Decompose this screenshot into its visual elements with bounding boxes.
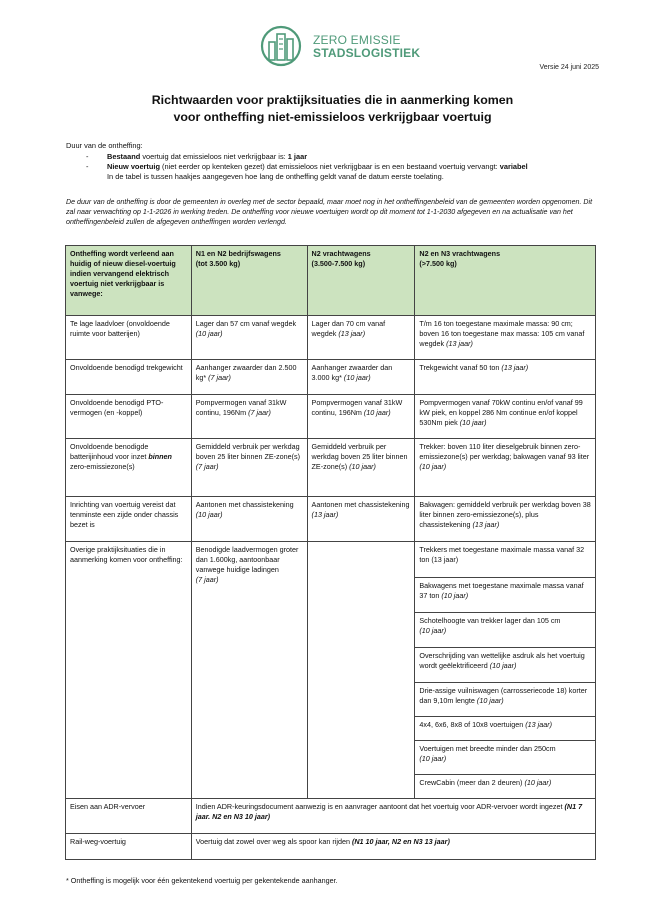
cell-text: Pompvermogen vanaf 31kW continu, 196Nm [195,398,287,417]
table-cell [415,316,596,360]
logo-text [313,34,420,60]
row-reason: Rail-weg-voertuig [66,834,192,860]
table-row [66,834,596,860]
cell-duration: (13 jaar) [338,329,366,338]
cell-text: Voertuig dat zowel over weg als spoor kan rijden [195,837,352,846]
cell-text: Aanhanger zwaarder dan 2.500 kg* [195,363,297,382]
cell-text: Bakwagens met toegestane maximale massa vanaf 37 ton [419,581,584,600]
cell-duration: (10 jaar) [343,373,371,382]
cell-text: Aanhanger zwaarder dan 3.000 kg* [311,363,393,382]
cell-duration: (10 jaar) [195,329,223,338]
table-cell [191,497,307,542]
table-cell [415,741,596,775]
cell-text: Voertuigen met breedte minder dan 250cm [419,744,556,753]
cell-duration: (N1 7 jaar. N2 en N3 10 jaar) [195,802,583,821]
cell-text: Overschrijding van wettelijke asdruk als het voertuig wordt geëlektrificeerd [419,651,585,670]
cell-duration: (10 jaar) [419,462,447,471]
header-n2 [307,246,415,316]
cell-text: Pompvermogen vanaf 70kW continu en/of vanaf 99 kW piek, en koppel 286 Nm continue en/of koppel 530Nm piek [419,398,583,427]
cell-duration: (10 jaar) [419,626,447,635]
logo [259,24,421,68]
cell-text: 4x4, 6x6, 8x8 of 10x8 voertuigen [419,720,526,729]
table-cell [307,316,415,360]
logo-line1: ZERO EMISSIE [313,33,401,47]
table-cell [191,439,307,497]
duration-item-existing [66,152,606,162]
cell-duration: (7 jaar) [195,462,219,471]
table-row [66,360,596,395]
table-cell [415,578,596,613]
table-row [66,439,596,497]
title-line1: Richtwaarden voor praktijksituaties die in aanmerking komen [151,93,514,107]
item-bold: Nieuw voertuig [107,162,160,171]
cell-text: CrewCabin (meer dan 2 deuren) [419,778,525,787]
cell-duration: (13 jaar) [525,720,553,729]
cell-text: Pompvermogen vanaf 31kW continu, 196Nm [311,398,403,417]
header-reason: Ontheffing wordt verleend aan huidig of nieuw diesel-voertuig indien vervangend elektrisch voertuig niet verkrijgbaar is vanwege: [66,246,192,316]
table-cell [415,497,596,542]
cell-duration: (10 jaar) [476,696,504,705]
table-row [66,316,596,360]
version-label: Versie 24 juni 2025 [539,64,599,71]
item-text: (niet eerder op kenteken gezet) dat emissieloos niet verkrijgbaar is en een bestaand voertuig vervangt: [159,162,500,171]
duration-section [66,141,606,182]
cell-text: Gemiddeld verbruik per werkdag boven 25 liter binnen ZE-zone(s) [311,442,408,471]
cell-duration: (10 jaar) [349,462,376,471]
header-text: N1 en N2 bedrijfswagens [195,249,281,258]
intro-paragraph: De duur van de ontheffing is door de gemeenten in overleg met de sector bepaald, maar moet nog in het ontheffingenbeleid van de gemeenten worden opgenomen. Dit zal naar verwachting op 1-1-2026 in werking treden. De ontheffing voor nieuwe voertuigen wordt op dit moment tot 1-1-2030 afgegeven en na actualisatie van het ontheffingenbeleid zullen de afgegeven ontheffingen worden verlengd. [66,198,593,226]
table-row [66,542,596,578]
table-cell [191,316,307,360]
list-dash: - [86,152,89,161]
table-cell [307,395,415,439]
header-n1n2 [191,246,307,316]
item-bold: Bestaand [107,152,141,161]
header-weight: (tot 3.500 kg) [195,259,241,268]
table-cell [415,683,596,717]
table-row [66,799,596,834]
cell-duration: (13 jaar) [472,520,500,529]
header-n2n3 [415,246,596,316]
header-weight: (>7.500 kg) [419,259,457,268]
cell-text: Schotelhoogte van trekker lager dan 105 cm [419,616,561,625]
logo-building-icon [259,24,309,68]
row-reason: Te lage laadvloer (onvoldoende ruimte voor batterijen) [66,316,192,360]
row-reason: Onvoldoende benodigd trekgewicht [66,360,192,395]
header-text: N2 en N3 vrachtwagens [419,249,501,258]
cell-text: Bakwagen: gemiddeld verbruik per werkdag boven 38 liter binnen zero-emissiezone(s), plus chassistekening [419,500,591,529]
cell-text: Gemiddeld verbruik per werkdag boven 25 liter binnen ZE-zone(s) [195,442,301,461]
cell-duration: (10 jaar) [459,418,487,427]
title-line2: voor ontheffing niet-emissieloos verkrijgbaar voertuig [173,110,492,124]
table-cell [191,542,307,799]
row-reason: Eisen aan ADR-vervoer [66,799,192,834]
cell-duration: (13 jaar) [501,363,529,372]
cell-duration: (7 jaar) [195,575,219,584]
cell-duration: (13 jaar) [446,339,473,348]
cell-duration: (10 jaar) [419,754,447,763]
table-cell [307,439,415,497]
table-cell [191,834,595,860]
table-row [66,497,596,542]
header-text: N2 vrachtwagens [311,249,371,258]
cell-duration: (N1 10 jaar, N2 en N3 13 jaar) [351,837,450,846]
item-text: voertuig dat emissieloos niet verkrijgbaar is: [140,152,288,161]
table-cell [415,439,596,497]
row-reason: Onvoldoende benodigd PTO-vermogen (en -koppel) [66,395,192,439]
cell-duration: (10 jaar) [195,510,223,519]
page-title [60,92,605,126]
cell-duration: (10 jaar) [441,591,469,600]
cell-text: Trekgewicht vanaf 50 ton [419,363,502,372]
cell-text: Onvoldoende benodigde batterijinhoud voor inzet [70,442,149,461]
table-cell-empty [307,542,415,799]
row-reason [66,439,192,497]
table-row [66,395,596,439]
row-reason: Inrichting van voertuig vereist dat tenminste een zijde onder chassis bezet is [66,497,192,542]
table-cell [415,717,596,741]
cell-duration: (13 jaar) [311,510,339,519]
item-value: variabel [499,162,528,171]
duration-list [66,152,606,172]
table-cell [307,497,415,542]
cell-duration: (7 jaar) [208,373,231,382]
logo-line2: STADSLOGISTIEK [313,46,421,60]
duration-heading: Duur van de ontheffing: [66,141,143,150]
exemption-table [65,245,596,860]
cell-text: Drie-assige vuilniswagen (carrosseriecode 18) korter dan 9,10m lengte [419,686,588,705]
cell-text: T/m 16 ton toegestane maximale massa: 90 cm; boven 16 ton toegestane max massa: 105 cm vanaf wegdek [419,319,585,348]
table-cell [415,360,596,395]
table-cell [415,395,596,439]
row-reason: Overige praktijksituaties die in aanmerking komen voor ontheffing: [66,542,192,799]
cell-emphasis: binnen [148,452,172,461]
table-cell [191,395,307,439]
cell-duration: (10 jaar) [489,661,517,670]
cell-text: zero-emissiezone(s) [70,462,135,471]
cell-duration: (7 jaar) [248,408,271,417]
footnote: * Ontheffing is mogelijk voor één gekentekend voertuig per gekentekende aanhanger. [66,876,338,885]
cell-text: Aantonen met chassistekening [195,500,294,509]
table-cell [415,648,596,683]
cell-text: Indien ADR-keuringsdocument aanwezig is en aanvrager aantoont dat het voertuig voor ADR-vervoer wordt ingezet [195,802,565,811]
cell-text: Lager dan 70 cm vanaf wegdek [311,319,386,338]
header-weight: (3.500-7.500 kg) [311,259,366,268]
cell-duration: (10 jaar) [363,408,391,417]
list-dash: - [86,162,89,171]
duration-item-new [66,162,606,172]
table-cell [307,360,415,395]
table-cell [415,775,596,799]
cell-duration: (10 jaar) [524,778,552,787]
table-cell [191,360,307,395]
table-header-row [66,246,596,316]
cell-text: Benodigde laadvermogen groter dan 1.600kg, aantoonbaar vanwege huidige ladingen [195,545,299,574]
cell-text: Aantonen met chassistekening [311,500,410,509]
duration-note: In de tabel is tussen haakjes aangegeven hoe lang de ontheffing geldt vanaf de datum eerste toelating. [107,172,444,181]
cell-text: Lager dan 57 cm vanaf wegdek [195,319,297,328]
table-cell [415,613,596,648]
table-cell [191,799,595,834]
cell-text: Trekker: boven 110 liter dieselgebruik binnen zero-emissiezone(s) per werkdag; bakwagen vanaf 93 liter [419,442,590,461]
table-cell: Trekkers met toegestane maximale massa vanaf 32 ton (13 jaar) [415,542,596,578]
item-value: 1 jaar [287,152,308,161]
